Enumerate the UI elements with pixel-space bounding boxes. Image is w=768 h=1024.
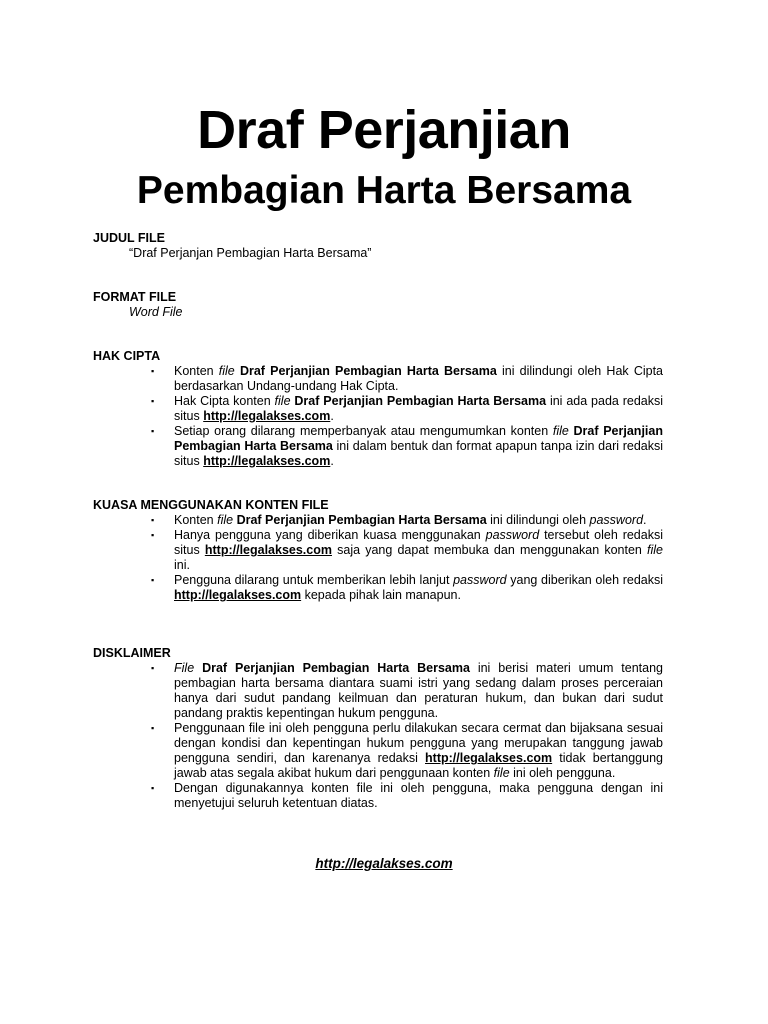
list-item: ▪ File Draf Perjanjian Pembagian Harta Bersama ini berisi materi umum tentang pembagian harta bersama diantara suami istri yang sedang dalam proses perceraian hanya dari sudut pandang keilmuan dan peraturan hukum, dan bukan dari sudut pandang praktis kepentingan hukum pengguna. bbox=[151, 661, 663, 720]
hak-cipta-list bbox=[93, 364, 663, 469]
disklaimer-list bbox=[93, 661, 663, 811]
kuasa-list bbox=[93, 513, 663, 603]
section-heading: JUDUL FILE bbox=[93, 231, 165, 245]
bullet-icon: ▪ bbox=[151, 723, 155, 733]
section-judul-file bbox=[93, 231, 663, 261]
legalakses-link[interactable]: http://legalakses.com bbox=[425, 751, 553, 765]
judul-value: “Draf Perjanjan Pembagian Harta Bersama” bbox=[129, 246, 372, 260]
list-item: ▪ Konten file Draf Perjanjian Pembagian Harta Bersama ini dilindungi oleh Hak Cipta berdasarkan Undang-undang Hak Cipta. bbox=[151, 364, 663, 393]
list-item: ▪ Pengguna dilarang untuk memberikan lebih lanjut password yang diberikan oleh redaksi http://legalakses.com kepada pihak lain manapun. bbox=[151, 573, 663, 602]
list-item: ▪ Dengan digunakannya konten file ini oleh pengguna, maka pengguna dengan ini menyetujui seluruh ketentuan diatas. bbox=[151, 781, 663, 810]
bullet-icon: ▪ bbox=[151, 530, 155, 540]
section-kuasa bbox=[93, 498, 663, 603]
bullet-icon: ▪ bbox=[151, 783, 155, 793]
bullet-icon: ▪ bbox=[151, 396, 155, 406]
bullet-icon: ▪ bbox=[151, 366, 155, 376]
section-heading: KUASA MENGGUNAKAN KONTEN FILE bbox=[93, 498, 329, 512]
section-disklaimer bbox=[93, 646, 663, 811]
list-item: ▪ Setiap orang dilarang memperbanyak atau mengumumkan konten file Draf Perjanjian Pembagian Harta Bersama ini dalam bentuk dan format apapun tanpa izin dari redaksi situs http://legalakses.com. bbox=[151, 424, 663, 468]
document-subtitle: Pembagian Harta Bersama bbox=[136, 169, 632, 212]
section-hak-cipta bbox=[93, 349, 663, 469]
section-heading: FORMAT FILE bbox=[93, 290, 177, 304]
list-item: ▪ Konten file Draf Perjanjian Pembagian Harta Bersama ini dilindungi oleh password. bbox=[151, 513, 647, 527]
section-format-file bbox=[93, 290, 663, 320]
list-item: ▪ Penggunaan file ini oleh pengguna perlu dilakukan secara cermat dan bijaksana sesuai dengan kondisi dan kepentingan hukum pengguna yang merupakan tanggung jawab pengguna sendiri, dan karenanya redaksi http://legalakses.com tidak bertanggung jawab atas segala akibat hukum dari penggunaan konten file ini oleh pengguna. bbox=[151, 721, 663, 780]
legalakses-link[interactable]: http://legalakses.com bbox=[174, 588, 302, 602]
legalakses-link[interactable]: http://legalakses.com bbox=[204, 543, 332, 557]
bullet-icon: ▪ bbox=[151, 575, 155, 585]
footer-link[interactable]: http://legalakses.com bbox=[315, 856, 453, 871]
section-heading: HAK CIPTA bbox=[93, 349, 161, 363]
bullet-icon: ▪ bbox=[151, 515, 155, 525]
legalakses-link[interactable]: http://legalakses.com bbox=[203, 409, 331, 423]
document-title: Draf Perjanjian bbox=[197, 100, 571, 160]
legalakses-link[interactable]: http://legalakses.com bbox=[203, 454, 331, 468]
list-item: ▪ Hak Cipta konten file Draf Perjanjian Pembagian Harta Bersama ini ada pada redaksi situs http://legalakses.com. bbox=[151, 394, 664, 423]
bullet-icon: ▪ bbox=[151, 663, 155, 673]
bullet-icon: ▪ bbox=[151, 426, 155, 436]
list-item: ▪ Hanya pengguna yang diberikan kuasa menggunakan password tersebut oleh redaksi situs http://legalakses.com saja yang dapat membuka dan menggunakan konten file ini. bbox=[151, 528, 663, 572]
section-heading: DISKLAIMER bbox=[93, 646, 171, 660]
format-value: Word File bbox=[129, 305, 183, 319]
